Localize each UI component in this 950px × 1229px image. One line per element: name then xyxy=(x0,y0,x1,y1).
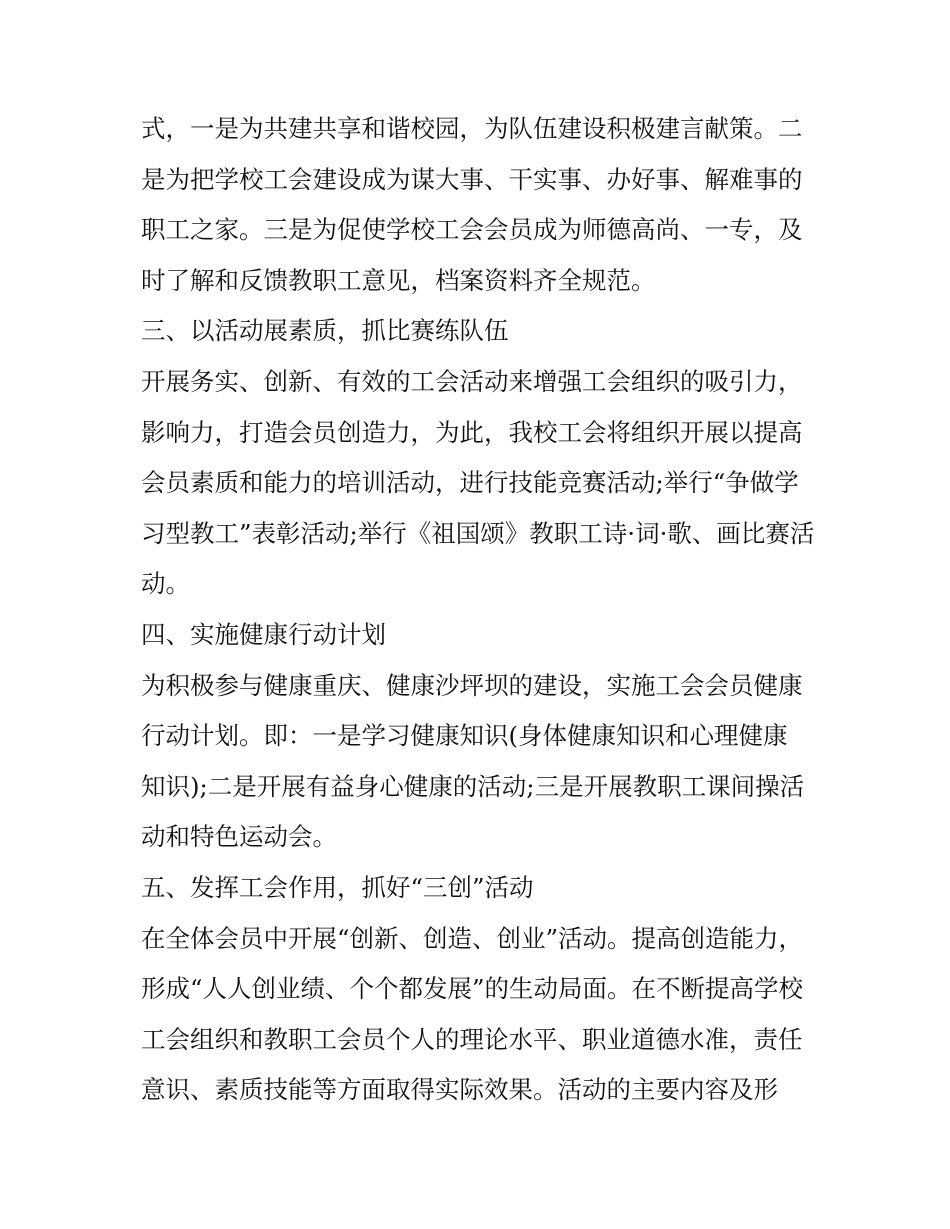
paragraph-line: 动和特色运动会。 xyxy=(141,822,337,852)
paragraph-line: 行动计划。即：一是学习健康知识(身体健康知识和心理健康 xyxy=(141,721,788,751)
paragraph-line: 意识、素质技能等方面取得实际效果。活动的主要内容及形 xyxy=(141,1075,778,1105)
paragraph-line: 在全体会员中开展“创新、创造、创业”活动。提高创造能力， xyxy=(141,923,804,953)
paragraph-line: 形成“人人创业绩、个个都发展”的生动局面。在不断提高学校 xyxy=(141,974,804,1004)
section-heading: 五、发挥工会作用，抓好“三创”活动 xyxy=(141,872,534,902)
paragraph-line: 影响力，打造会员创造力，为此，我校工会将组织开展以提高 xyxy=(141,417,803,447)
paragraph-line: 是为把学校工会建设成为谋大事、干实事、办好事、解难事的 xyxy=(141,164,803,194)
paragraph-line: 时了解和反馈教职工意见，档案资料齐全规范。 xyxy=(141,265,656,295)
paragraph-line: 会员素质和能力的培训活动，进行技能竞赛活动;举行“争做学 xyxy=(141,468,799,498)
paragraph-line: 习型教工”表彰活动;举行《祖国颂》教职工诗·词·歌、画比赛活 xyxy=(141,518,815,548)
paragraph-line: 知识);二是开展有益身心健康的活动;三是开展教职工课间操活 xyxy=(141,771,805,801)
section-heading: 四、实施健康行动计划 xyxy=(141,619,386,649)
paragraph-line: 式，一是为共建共享和谐校园，为队伍建设积极建言献策。二 xyxy=(141,114,803,143)
paragraph-line: 工会组织和教职工会员个人的理论水平、职业道德水准，责任 xyxy=(141,1024,803,1054)
paragraph-line: 开展务实、创新、有效的工会活动来增强工会组织的吸引力， xyxy=(141,366,803,396)
document-body xyxy=(141,104,821,1116)
paragraph-line: 动。 xyxy=(141,569,190,599)
section-heading: 三、以活动展素质，抓比赛练队伍 xyxy=(141,316,509,346)
paragraph-line: 职工之家。三是为促使学校工会会员成为师德高尚、一专，及 xyxy=(141,215,803,245)
paragraph-line: 为积极参与健康重庆、健康沙坪坝的建设，实施工会会员健康 xyxy=(141,670,803,700)
